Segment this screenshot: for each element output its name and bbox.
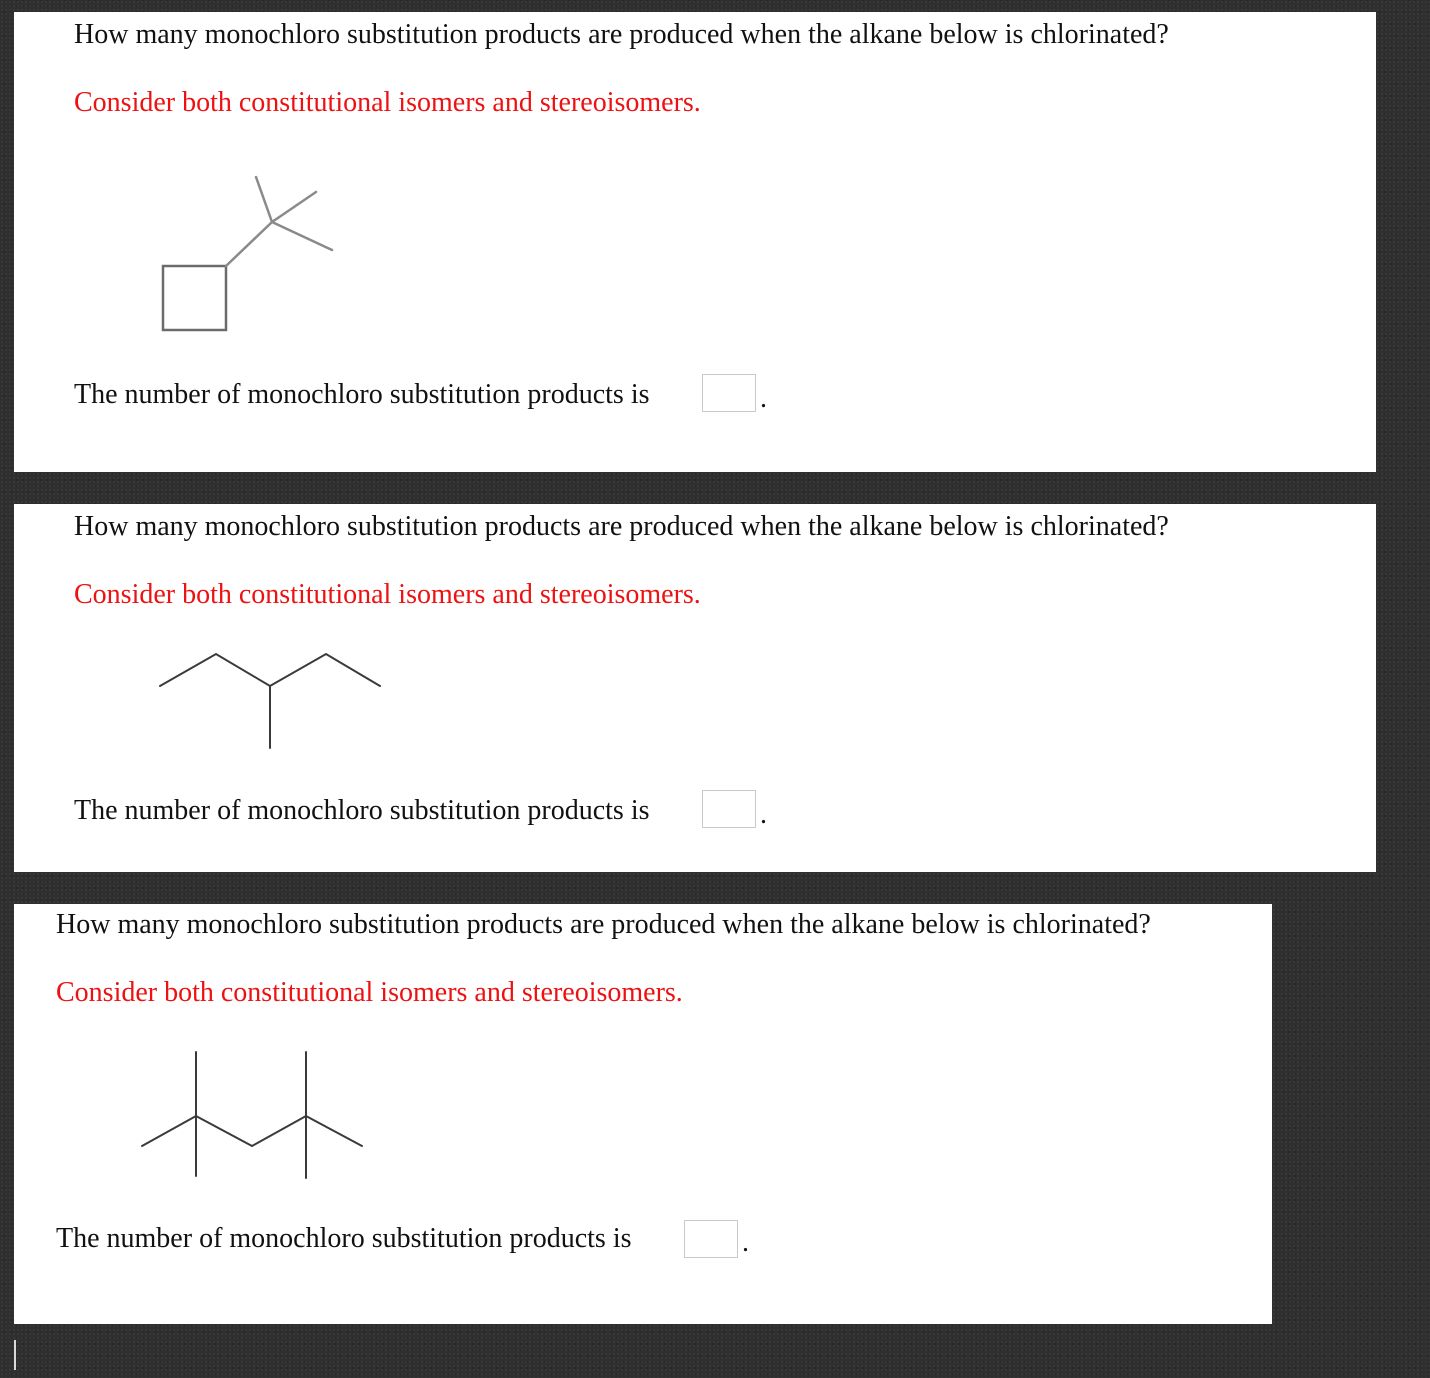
question-prompt: How many monochloro substitution products are produced when the alkane below is chlorinated? bbox=[74, 511, 1169, 542]
answer-input-1[interactable] bbox=[702, 374, 756, 412]
3-methylpentane-structure-icon bbox=[154, 644, 394, 754]
answer-period: . bbox=[742, 1227, 749, 1258]
question-hint: Consider both constitutional isomers and stereoisomers. bbox=[56, 977, 683, 1008]
question-hint: Consider both constitutional isomers and stereoisomers. bbox=[74, 87, 701, 118]
question-panel-3 bbox=[14, 904, 1272, 1324]
text-cursor bbox=[14, 1340, 16, 1370]
tetramethylpentane-structure-icon bbox=[134, 1044, 374, 1184]
question-panel-1 bbox=[14, 12, 1376, 472]
answer-label: The number of monochloro substitution products is bbox=[74, 795, 650, 826]
answer-label: The number of monochloro substitution products is bbox=[56, 1223, 632, 1254]
answer-input-2[interactable] bbox=[702, 790, 756, 828]
answer-input-3[interactable] bbox=[684, 1220, 738, 1258]
answer-label: The number of monochloro substitution products is bbox=[74, 379, 650, 410]
answer-period: . bbox=[760, 383, 767, 414]
question-hint: Consider both constitutional isomers and stereoisomers. bbox=[74, 579, 701, 610]
question-panel-2 bbox=[14, 504, 1376, 872]
question-prompt: How many monochloro substitution products are produced when the alkane below is chlorinated? bbox=[56, 909, 1151, 940]
question-prompt: How many monochloro substitution products are produced when the alkane below is chlorinated? bbox=[74, 19, 1169, 50]
tert-butylcyclobutane-structure-icon bbox=[154, 157, 354, 347]
answer-period: . bbox=[760, 799, 767, 830]
